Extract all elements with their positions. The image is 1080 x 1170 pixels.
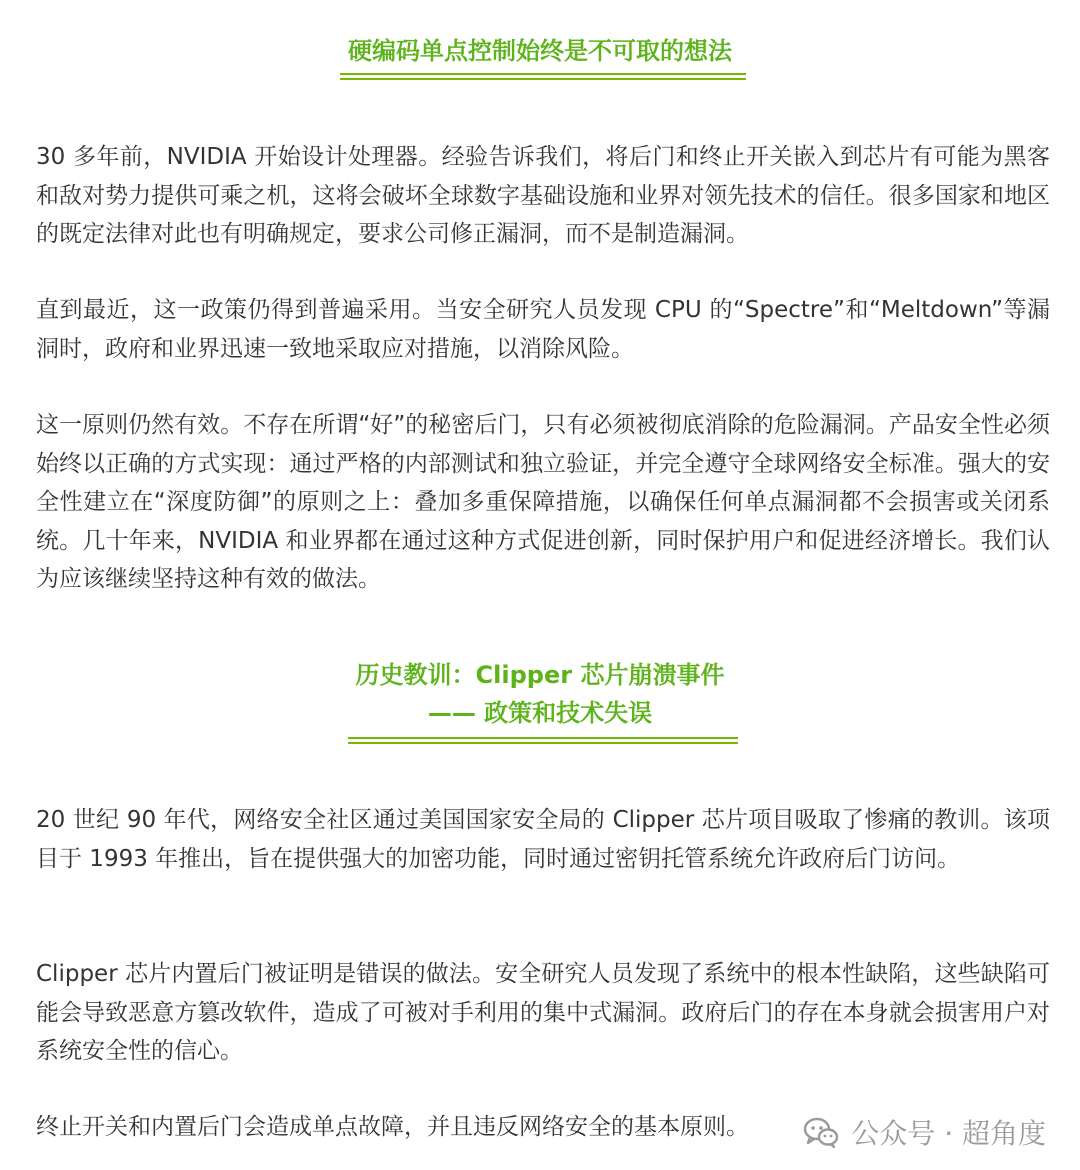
watermark <box>795 1112 1046 1152</box>
heading-underline-1 <box>340 73 746 80</box>
paragraph-1: 30 多年前，NVIDIA 开始设计处理器。经验告诉我们，将后门和终止开关嵌入到芯片有可能为黑客和敌对势力提供可乘之机，这将会破坏全球数字基础设施和业界对领先技术的信任。很多国家和地区的既定法律对此也有明确规定，要求公司修正漏洞，而不是制造漏洞。 <box>36 144 1050 247</box>
wechat-icon <box>801 1112 841 1152</box>
watermark-text: 公众号 · 超角度 <box>851 1117 1046 1150</box>
paragraph-5: Clipper 芯片内置后门被证明是错误的做法。安全研究人员发现了系统中的根本性缺陷，这些缺陷可能会导致恶意方篡改软件，造成了可被对手利用的集中式漏洞。政府后门的存在本身就会损害用户对系统安全性的信心。 <box>36 961 1050 1064</box>
section-heading-2-line-1: 历史教训：Clipper 芯片崩溃事件 <box>355 661 725 689</box>
section-heading-1 <box>0 32 1080 70</box>
paragraph-6: 终止开关和内置后门会造成单点故障，并且违反网络安全的基本原则。 <box>36 1114 749 1140</box>
section-heading-2 <box>0 656 1080 732</box>
paragraph-2: 直到最近，这一政策仍得到普遍采用。当安全研究人员发现 CPU 的“Spectre”和“Meltdown”等漏洞时，政府和业界迅速一致地采取应对措施，以消除风险。 <box>36 297 1050 362</box>
paragraph-4: 20 世纪 90 年代，网络安全社区通过美国国家安全局的 Clipper 芯片项目吸取了惨痛的教训。该项目于 1993 年推出，旨在提供强大的加密功能，同时通过密钥托管系统允许政府后门访问。 <box>36 807 1050 872</box>
section-heading-2-line-2: —— 政策和技术失误 <box>427 699 653 727</box>
paragraph-3: 这一原则仍然有效。不存在所谓“好”的秘密后门，只有必须被彻底消除的危险漏洞。产品安全性必须始终以正确的方式实现：通过严格的内部测试和独立验证，并完全遵守全球网络安全标准。强大的安全性建立在“深度防御”的原则之上：叠加多重保障措施，以确保任何单点漏洞都不会损害或关闭系统。几十年来，NVIDIA 和业界都在通过这种方式促进创新，同时保护用户和促进经济增长。我们认为应该继续坚持这种有效的做法。 <box>36 412 1050 592</box>
section-heading-1-text: 硬编码单点控制始终是不可取的想法 <box>348 37 732 65</box>
heading-underline-2 <box>348 737 738 744</box>
